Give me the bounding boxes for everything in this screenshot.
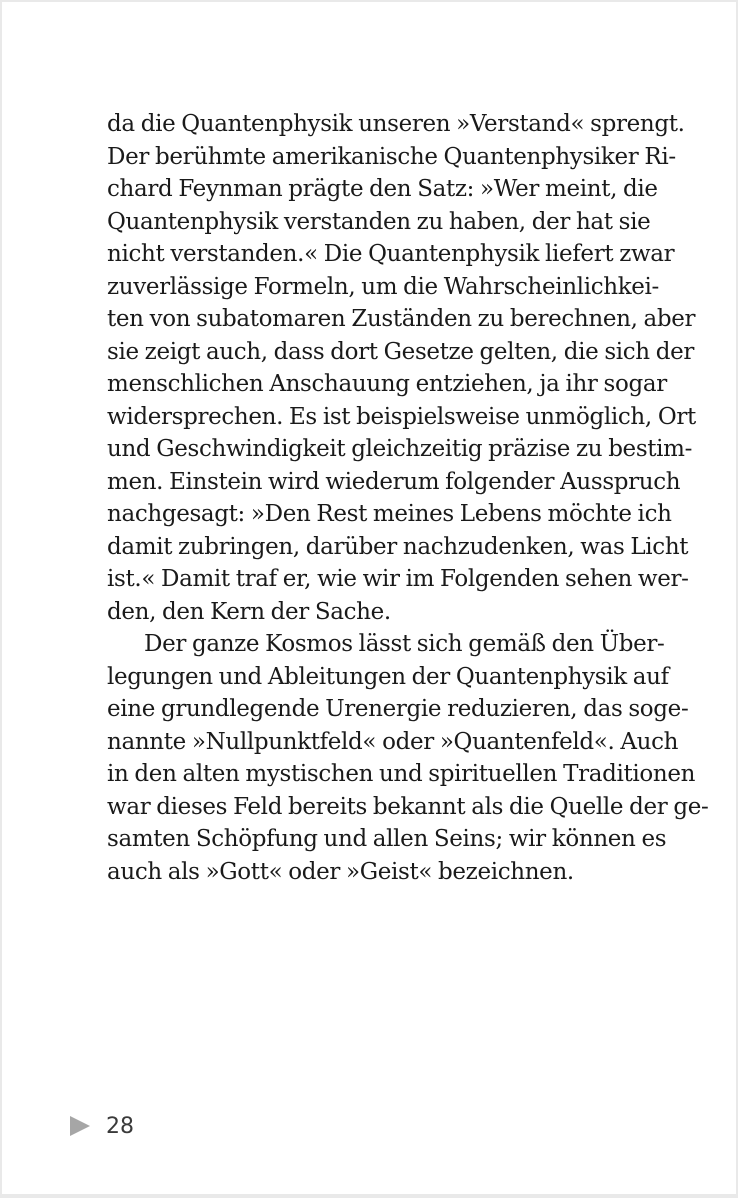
triangle-right-icon <box>70 1116 90 1136</box>
text-line: eine grundlegende Urenergie reduzieren, das soge- <box>107 696 689 722</box>
text-line: legungen und Ableitungen der Quantenphysik auf <box>107 663 669 690</box>
text-line: Quantenphysik verstanden zu haben, der hat sie <box>107 208 651 235</box>
text-line: Der ganze Kosmos lässt sich gemäß den Über- <box>144 631 665 657</box>
text-line: damit zubringen, darüber nachzudenken, was Licht <box>107 533 689 560</box>
text-line: chard Feynman prägte den Satz: »Wer meint, die <box>107 176 658 202</box>
text-line: ten von subatomaren Zuständen zu berechnen, aber <box>107 306 696 332</box>
page-footer <box>70 1113 134 1139</box>
text-line: auch als »Gott« oder »Geist« bezeichnen. <box>107 858 574 885</box>
text-line: widersprechen. Es ist beispielsweise unmöglich, Ort <box>107 403 696 430</box>
text-line: zuverlässige Formeln, um die Wahrscheinlichkei- <box>107 273 659 300</box>
paragraph-1 <box>107 108 696 628</box>
text-line: war dieses Feld bereits bekannt als die Quelle der ge- <box>107 793 709 820</box>
text-line: in den alten mystischen und spirituellen Traditionen <box>107 761 696 787</box>
text-line: nicht verstanden.« Die Quantenphysik liefert zwar <box>107 241 675 267</box>
paragraph-2 <box>107 628 709 888</box>
text-line: men. Einstein wird wiederum folgender Ausspruch <box>107 468 681 495</box>
text-line: samten Schöpfung und allen Seins; wir können es <box>107 826 667 852</box>
text-line: den, den Kern der Sache. <box>107 598 391 625</box>
text-line: nachgesagt: »Den Rest meines Lebens möchte ich <box>107 501 672 527</box>
text-line: da die Quantenphysik unseren »Verstand« sprengt. <box>107 111 685 137</box>
text-line: Der berühmte amerikanische Quantenphysiker Ri- <box>107 143 676 170</box>
page-number: 28 <box>106 1113 134 1139</box>
book-page <box>2 2 736 1194</box>
text-line: menschlichen Anschauung entziehen, ja ihr sogar <box>107 371 667 397</box>
text-line: nannte »Nullpunktfeld« oder »Quantenfeld«. Auch <box>107 728 679 755</box>
text-line: ist.« Damit traf er, wie wir im Folgenden sehen wer- <box>107 566 689 592</box>
text-line: und Geschwindigkeit gleichzeitig präzise zu bestim- <box>107 436 693 462</box>
text-line: sie zeigt auch, dass dort Gesetze gelten, die sich der <box>107 338 695 365</box>
body-text <box>107 108 709 888</box>
